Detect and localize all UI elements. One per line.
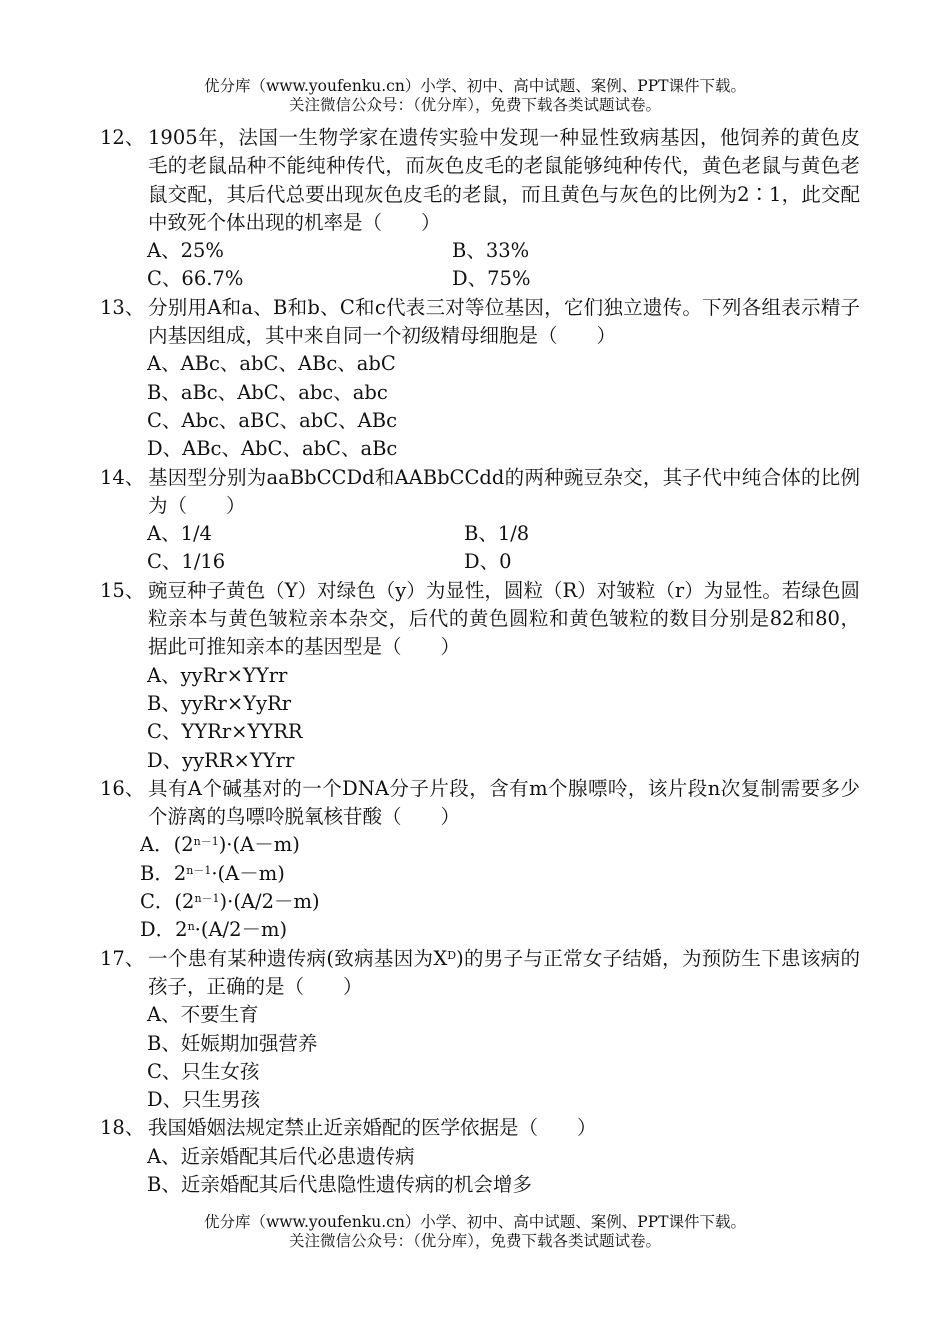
footer-line-2: 关注微信公众号：（优分库），免费下载各类试题试卷。 <box>288 1232 661 1250</box>
question-17 <box>100 945 860 1115</box>
question-14 <box>100 464 860 577</box>
formula-base: 2 <box>175 918 188 942</box>
question-text: 豌豆种子黄色（Y）对绿色（y）为显性，圆粒（R）对皱粒（r）为显性。若绿色圆粒亲本与黄色皱粒亲本杂交，后代的黄色圆粒和黄色皱粒的数目分别是82和80，据此可推知亲本的基因型是（ ） <box>148 578 860 659</box>
question-number: 14、 <box>100 465 145 489</box>
formula-rest: )·(A－m) <box>218 833 300 857</box>
options <box>147 1143 860 1200</box>
formula-exponent: n <box>187 920 195 934</box>
formula-rest: )·(A/2－m) <box>219 890 320 914</box>
option-d: D、yyRR×YYrr <box>147 748 295 772</box>
question-number: 12、 <box>100 126 145 149</box>
option-d <box>140 916 860 944</box>
option-label: A． <box>140 833 174 857</box>
option-b: B、近亲婚配其后代患隐性遗传病的机会增多 <box>147 1172 532 1196</box>
footer-line-1: 优分库（www.youfenku.cn）小学、初中、高中试题、案例、PPT课件下载。 <box>203 1213 747 1231</box>
question-number: 13、 <box>100 295 145 319</box>
formula-exponent: n－1 <box>193 835 219 849</box>
option-d: D、0 <box>464 550 512 574</box>
question-number: 15、 <box>100 578 145 602</box>
option-a: A、1/4 <box>147 522 212 546</box>
option-a: A、不要生育 <box>147 1003 259 1027</box>
header-line-1: 优分库（www.youfenku.cn）小学、初中、高中试题、案例、PPT课件下载。 <box>203 77 747 95</box>
formula-exponent: n－1 <box>186 863 212 877</box>
option-b <box>140 860 860 888</box>
option-d: D、只生男孩 <box>147 1088 261 1112</box>
question-text: 基因型分别为aaBbCCDd和AABbCCdd的两种豌豆杂交，其子代中纯合体的比例为（ ） <box>148 465 860 517</box>
option-b: B、妊娠期加强营养 <box>147 1031 318 1055</box>
gene-superscript: D <box>447 948 457 962</box>
question-text: 分别用A和a、B和b、C和c代表三对等位基因，它们独立遗传。下列各组表示精子内基因组成，其中来自同一个初级精母细胞是（ ） <box>148 295 860 348</box>
page-footer <box>0 1213 950 1251</box>
option-c: C、1/16 <box>147 550 226 574</box>
question-text: 1905年，法国一生物学家在遗传实验中发现一种显性致病基因，他饲养的黄色皮毛的老鼠品种不能纯种传代，而灰色皮毛的老鼠能够纯种传代，黄色老鼠与黄色老鼠交配，其后代总要出现灰色皮毛的老鼠，而且黄色与灰色的比例为2∶1，此交配中致死个体出现的机率是（ ） <box>148 126 860 234</box>
option-label: B． <box>140 861 174 885</box>
question-list <box>100 124 860 1199</box>
formula-base: (2 <box>174 890 195 914</box>
option-a: A、近亲婚配其后代必患遗传病 <box>147 1144 415 1168</box>
option-b: B、33% <box>452 239 530 263</box>
option-c: C、只生女孩 <box>147 1059 260 1083</box>
header-line-2: 关注微信公众号：（优分库），免费下载各类试题试卷。 <box>288 96 661 114</box>
formula-base: (2 <box>173 833 194 857</box>
option-label: D． <box>140 918 176 942</box>
option-b: B、aBc、AbC、abc、abc <box>147 380 388 404</box>
options <box>147 520 860 577</box>
question-text: 具有A个碱基对的一个DNA分子片段，含有m个腺嘌呤，该片段n次复制需要多少个游离的鸟嘌呤脱氧核苷酸（ ） <box>148 776 860 829</box>
formula-exponent: n－1 <box>194 892 220 906</box>
question-number: 16、 <box>100 776 145 800</box>
question-text <box>148 945 860 1002</box>
question-number: 18、 <box>100 1116 145 1140</box>
options <box>147 662 860 775</box>
formula-rest: ·(A－m) <box>211 861 285 885</box>
question-text-end: )的男子与正常女子结婚，为预防生下患该病的孩子，正确的是（ ） <box>148 946 860 998</box>
option-c <box>140 888 860 916</box>
options <box>147 350 860 463</box>
option-b: B、1/8 <box>464 522 530 546</box>
options <box>147 237 860 294</box>
options <box>140 831 860 944</box>
option-a <box>140 831 860 859</box>
question-13 <box>100 294 860 464</box>
question-text-start: 一个患有某种遗传病(致病基因为X <box>148 946 448 970</box>
option-d: D、75% <box>452 267 531 291</box>
option-d: D、ABc、AbC、abC、aBc <box>147 437 398 461</box>
question-12 <box>100 124 860 294</box>
question-15 <box>100 577 860 775</box>
question-16 <box>100 775 860 945</box>
page-header <box>0 77 950 115</box>
formula-rest: ·(A/2－m) <box>194 918 288 942</box>
option-c: C、Abc、aBC、abC、ABc <box>147 408 398 432</box>
formula-base: 2 <box>173 861 187 885</box>
option-c: C、YYRr×YYRR <box>147 720 303 744</box>
option-b: B、yyRr×YyRr <box>147 691 292 715</box>
option-a: A、yyRr×YYrr <box>147 663 288 687</box>
question-number: 17、 <box>100 946 145 970</box>
option-a: A、ABc、abC、ABc、abC <box>147 352 396 376</box>
options <box>147 1001 860 1114</box>
question-18 <box>100 1114 860 1199</box>
question-text: 我国婚姻法规定禁止近亲婚配的医学依据是（ ） <box>148 1116 597 1140</box>
option-label: C． <box>140 890 175 914</box>
option-a: A、25% <box>147 239 224 263</box>
option-c: C、66.7% <box>147 267 244 291</box>
